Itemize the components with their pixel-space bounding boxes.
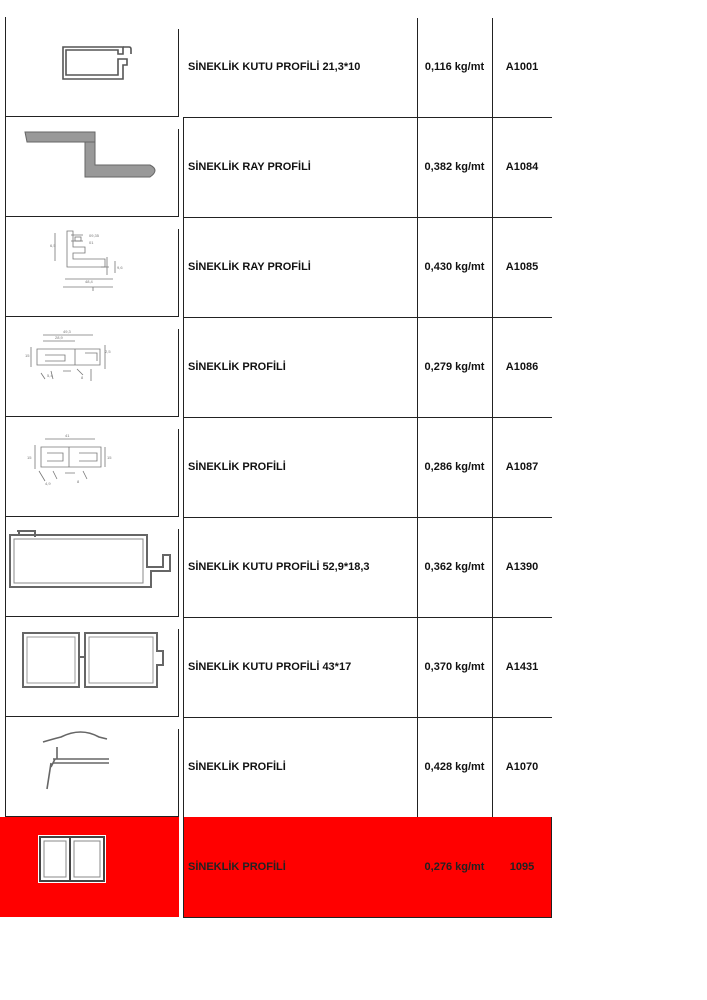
rail-profile-icon	[5, 117, 179, 217]
svg-text:41: 41	[65, 433, 70, 438]
table-row	[0, 617, 552, 717]
product-code: A1087	[505, 461, 539, 473]
svg-text:9,6: 9,6	[117, 265, 123, 270]
product-code: A1001	[505, 61, 539, 73]
profile-image-cell	[5, 217, 179, 317]
rail-profile-technical-drawing-icon	[5, 217, 179, 317]
product-code: A1431	[505, 661, 539, 673]
table-row-highlighted	[0, 817, 552, 917]
profile-image-cell	[5, 17, 179, 117]
profile-technical-drawing-icon	[5, 417, 179, 517]
profile-technical-drawing-icon	[5, 317, 179, 417]
product-code: A1085	[505, 261, 539, 273]
table-row	[0, 17, 552, 117]
table-row	[0, 517, 552, 617]
svg-text:8: 8	[81, 375, 84, 380]
grid-line	[551, 817, 552, 917]
product-name: SİNEKLİK PROFİLİ	[188, 861, 286, 873]
profile-image-cell	[5, 717, 179, 817]
svg-text:09,35: 09,35	[89, 233, 100, 238]
product-weight: 0,286 kg/mt	[424, 461, 485, 473]
product-code: A1086	[505, 361, 539, 373]
profile-image-cell	[0, 817, 179, 917]
curved-profile-icon	[5, 717, 179, 817]
profile-image-cell	[5, 317, 179, 417]
table-row	[0, 717, 552, 817]
svg-text:28,9: 28,9	[55, 335, 63, 340]
product-weight: 0,370 kg/mt	[424, 661, 485, 673]
h-profile-icon	[0, 817, 179, 917]
svg-text:49,3: 49,3	[63, 329, 71, 334]
product-weight: 0,430 kg/mt	[424, 261, 485, 273]
svg-text:6,5: 6,5	[50, 243, 56, 248]
product-code: A1070	[505, 761, 539, 773]
profile-image-cell	[5, 517, 179, 617]
table-row	[0, 117, 552, 217]
product-name: SİNEKLİK KUTU PROFİLİ 52,9*18,3	[188, 561, 370, 573]
product-weight: 0,116 kg/mt	[424, 61, 485, 73]
box-profile-large-icon	[5, 517, 179, 617]
svg-text:15: 15	[27, 455, 32, 460]
profile-image-cell	[5, 617, 179, 717]
table-row	[0, 417, 552, 517]
row-divider	[183, 917, 552, 918]
profile-image-cell	[5, 117, 179, 217]
svg-text:8: 8	[77, 479, 80, 484]
svg-text:15: 15	[25, 353, 30, 358]
product-weight: 0,279 kg/mt	[424, 361, 485, 373]
product-weight: 0,382 kg/mt	[424, 161, 485, 173]
svg-text:5,4: 5,4	[47, 373, 53, 378]
table-row	[0, 217, 552, 317]
double-box-profile-icon	[5, 617, 179, 717]
product-name: SİNEKLİK RAY PROFİLİ	[188, 161, 311, 173]
product-name: SİNEKLİK PROFİLİ	[188, 761, 286, 773]
product-name: SİNEKLİK KUTU PROFİLİ 43*17	[188, 661, 352, 673]
svg-text:48,4: 48,4	[85, 279, 93, 284]
table-row	[0, 317, 552, 417]
product-code: A1084	[505, 161, 539, 173]
product-weight: 0,428 kg/mt	[424, 761, 485, 773]
product-name: SİNEKLİK RAY PROFİLİ	[188, 261, 311, 273]
box-profile-small-icon	[5, 17, 179, 117]
svg-text:4,9: 4,9	[45, 481, 51, 486]
product-code: A1390	[505, 561, 539, 573]
product-name: SİNEKLİK PROFİLİ	[188, 461, 286, 473]
product-name: SİNEKLİK KUTU PROFİLİ 21,3*10	[188, 61, 361, 73]
svg-text:01: 01	[89, 240, 94, 245]
product-weight: 0,276 kg/mt	[424, 861, 485, 873]
product-weight: 0,362 kg/mt	[424, 561, 485, 573]
product-name: SİNEKLİK PROFİLİ	[188, 361, 286, 373]
svg-text:2,5: 2,5	[105, 349, 111, 354]
svg-text:15: 15	[107, 455, 112, 460]
profile-image-cell	[5, 417, 179, 517]
product-code: 1095	[509, 861, 535, 873]
